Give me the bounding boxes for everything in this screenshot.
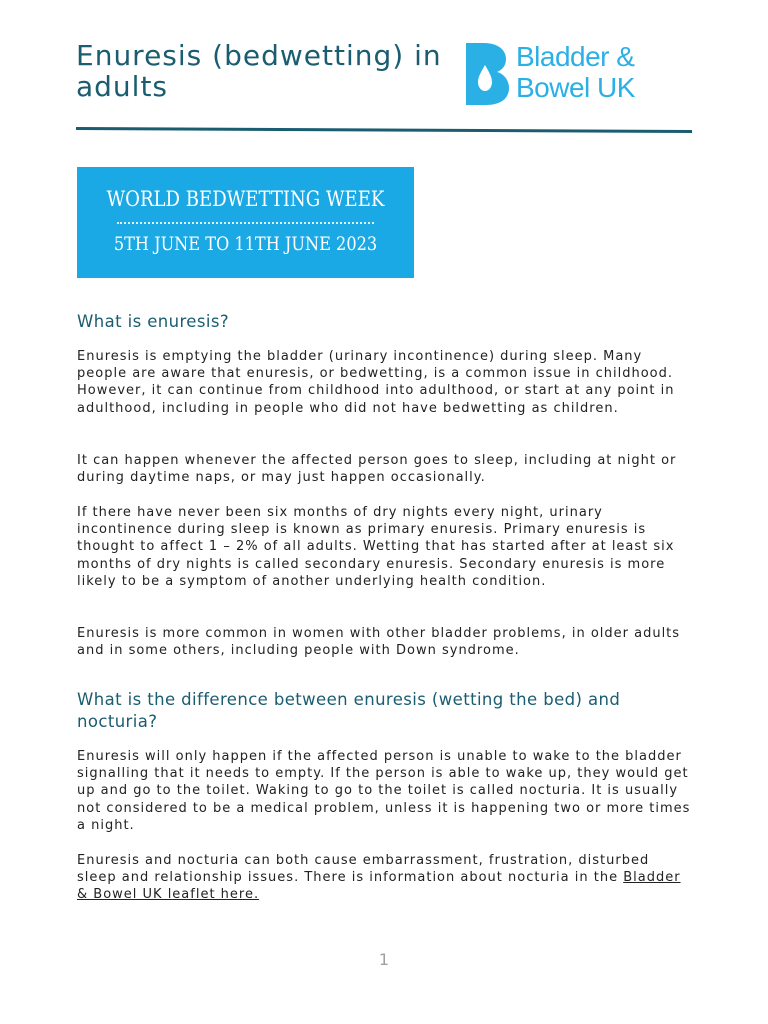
header-divider [76, 124, 692, 134]
section-heading-what-is-enuresis: What is enuresis? [77, 312, 229, 331]
page-number: 1 [378, 950, 390, 969]
banner-dotted-divider [117, 222, 374, 224]
section-heading-enuresis-vs-nocturia: What is the difference between enuresis (wetting the bed) and nocturia? [77, 690, 621, 731]
paragraph: Enuresis is more common in women with other bladder problems, in older adults and in some others, including people with Down syndrome. [77, 626, 681, 659]
banner-title: WORLD BEDWETTING WEEK [106, 187, 385, 211]
paragraph-with-link [77, 852, 692, 904]
world-bedwetting-week-banner [77, 167, 414, 278]
banner-date: 5TH JUNE TO 11TH JUNE 2023 [113, 233, 378, 255]
paragraph: If there have never been six months of dry nights every night, urinary incontinence during sleep is known as primary enuresis. Primary enuresis is thought to affect 1 – 2% of all adults. Wetting that has started after at least six months of dry nights is called secondary enuresis. Secondary enuresis is more likely to be a symptom of another underlying health condition. [77, 505, 675, 589]
paragraph: Enuresis is emptying the bladder (urinary incontinence) during sleep. Many people are aware that enuresis, or bedwetting, is a common issue in childhood. However, it can continue from childhood into adulthood, or start at any point in adulthood, including in people who did not have bedwetting as children. [77, 349, 675, 416]
page-title: Enuresis (bedwetting) in adults [76, 39, 442, 103]
paragraph: Enuresis will only happen if the affected person is unable to wake to the bladder signalling that it needs to empty. If the person is able to wake up, they would get up and go to the toilet. Waking to go to the toilet is called nocturia. It is usually not considered to be a medical problem, unless it is happening two or more times a night. [77, 749, 691, 833]
paragraph: It can happen whenever the affected person goes to sleep, including at night or during daytime naps, or may just happen occasionally. [77, 453, 677, 486]
nocturia-leaflet-link[interactable]: Bladder & Bowel UK leaflet here. [77, 870, 681, 903]
logo-wordmark: Bladder & Bowel UK [516, 41, 635, 103]
paragraph-text: Enuresis and nocturia can both cause embarrassment, frustration, disturbed sleep and relationship issues. There is information about nocturia in the [77, 853, 650, 886]
b-droplet-logo-icon [464, 41, 510, 107]
brand-logo [464, 41, 696, 107]
